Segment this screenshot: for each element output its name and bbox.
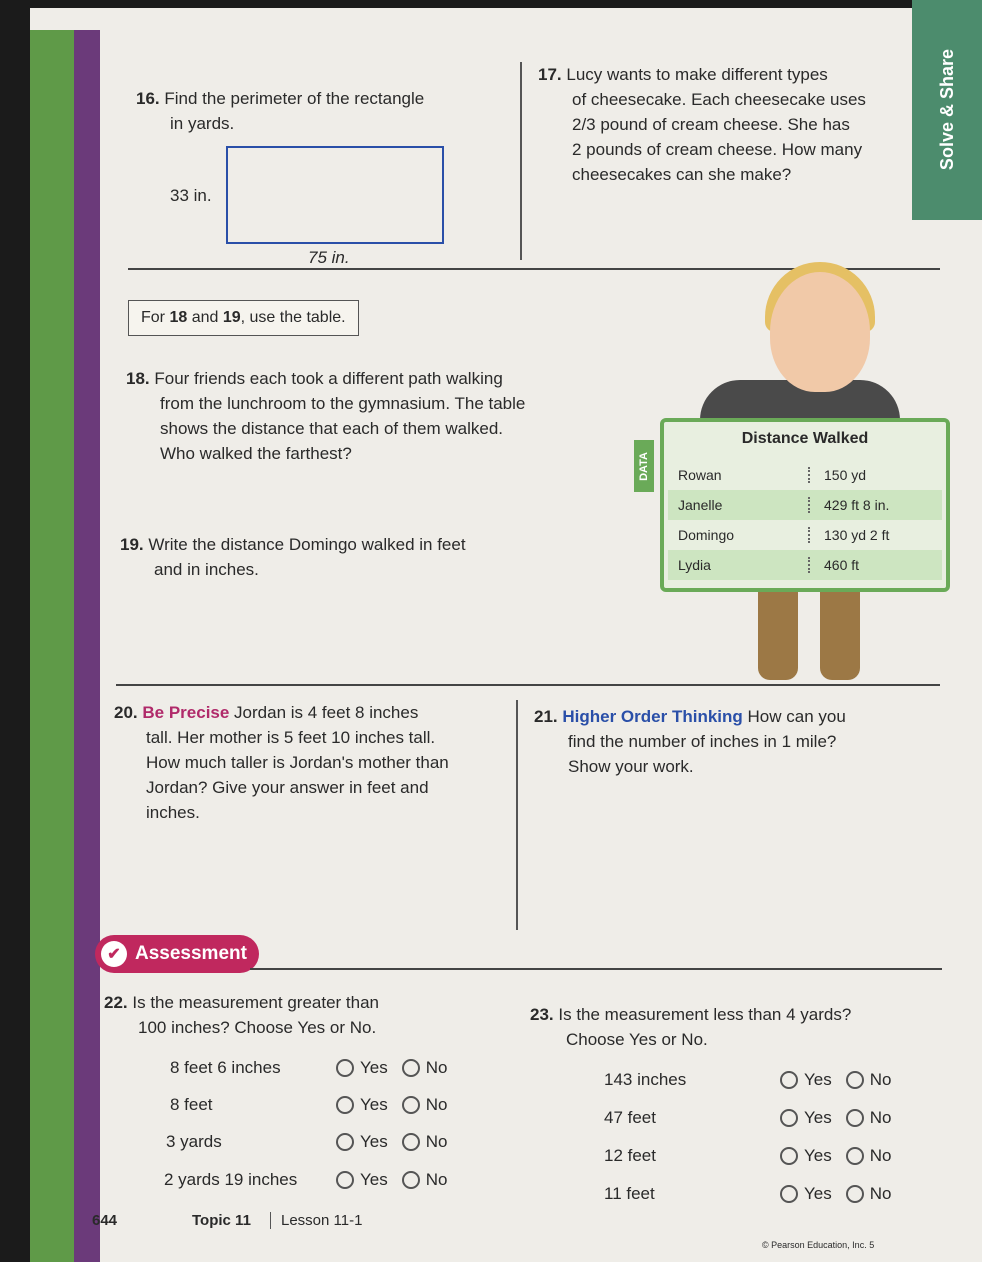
no-label: No — [425, 1095, 448, 1114]
radio-icon — [336, 1171, 354, 1189]
question-text: Lucy wants to make different types — [566, 65, 828, 84]
check-icon: ✔ — [101, 941, 127, 967]
measurement-label: 11 feet — [604, 1184, 655, 1203]
radio-icon — [402, 1096, 420, 1114]
question-18 — [126, 366, 596, 466]
question-text: cheesecakes can she make? — [572, 165, 792, 184]
assessment-label: Assessment — [135, 943, 247, 964]
assessment-banner — [95, 935, 259, 973]
table-row — [668, 490, 942, 520]
table-row — [668, 460, 942, 490]
page-margin-stripe — [30, 30, 74, 1262]
data-tag-label: DATA — [638, 451, 650, 481]
radio-icon — [780, 1109, 798, 1127]
note-text: and — [187, 309, 223, 326]
yes-no-row — [604, 1184, 905, 1204]
yes-label: Yes — [360, 1170, 388, 1189]
no-label: No — [869, 1108, 892, 1127]
rectangle-width-label: 33 in. — [170, 186, 212, 205]
note-text: For — [141, 309, 170, 326]
question-text: 2 pounds of cream cheese. How many — [572, 140, 863, 159]
question-number: 19. — [120, 535, 144, 554]
question-22 — [104, 990, 504, 1040]
yes-radio[interactable] — [336, 1132, 388, 1152]
no-label: No — [425, 1058, 448, 1077]
question-text: in yards. — [170, 114, 235, 133]
yes-label: Yes — [804, 1146, 832, 1165]
yes-radio[interactable] — [780, 1184, 832, 1204]
row-name: Domingo — [678, 527, 735, 543]
measurement-label: 8 feet 6 inches — [170, 1058, 281, 1077]
no-radio[interactable] — [846, 1108, 892, 1128]
table-instruction — [128, 300, 359, 336]
yes-radio[interactable] — [780, 1070, 832, 1090]
row-value: 460 ft — [808, 557, 859, 573]
row-value: 150 yd — [808, 467, 866, 483]
yes-label: Yes — [360, 1058, 388, 1077]
yes-radio[interactable] — [336, 1095, 388, 1115]
question-number: 23. — [530, 1005, 554, 1024]
question-text: of cheesecake. Each cheesecake uses — [572, 90, 866, 109]
question-19 — [120, 532, 560, 582]
no-label: No — [869, 1070, 892, 1089]
no-radio[interactable] — [402, 1095, 448, 1115]
rectangle-length-label: 75 in. — [308, 248, 350, 267]
radio-icon — [336, 1133, 354, 1151]
question-16 — [136, 86, 496, 136]
question-number: 17. — [538, 65, 562, 84]
measurement-label: 2 yards 19 inches — [164, 1170, 298, 1189]
yes-no-row — [170, 1058, 461, 1078]
radio-icon — [846, 1185, 864, 1203]
question-text: Find the perimeter of the rectangle — [164, 89, 425, 108]
yes-label: Yes — [804, 1184, 832, 1203]
yes-no-row — [604, 1070, 905, 1090]
note-number: 19 — [222, 309, 241, 326]
yes-no-row — [166, 1132, 461, 1152]
page-number: 644 — [92, 1212, 118, 1229]
no-radio[interactable] — [402, 1132, 448, 1152]
question-text: inches. — [146, 803, 200, 822]
solve-share-label: Solve & Share — [936, 49, 957, 171]
radio-icon — [846, 1109, 864, 1127]
character-boot-left — [758, 585, 798, 680]
yes-label: Yes — [804, 1108, 832, 1127]
yes-no-row — [164, 1170, 461, 1190]
radio-icon — [780, 1071, 798, 1089]
radio-icon — [336, 1096, 354, 1114]
question-text: Is the measurement greater than — [132, 993, 380, 1012]
distance-table — [660, 418, 950, 592]
column-divider — [516, 700, 518, 930]
question-text: How much taller is Jordan's mother than — [146, 753, 449, 772]
yes-radio[interactable] — [336, 1058, 388, 1078]
table-row — [668, 550, 942, 580]
question-tag: Be Precise — [142, 703, 230, 722]
measurement-label: 12 feet — [604, 1146, 656, 1165]
row-name: Rowan — [678, 467, 722, 483]
table-title: Distance Walked — [741, 430, 869, 447]
question-text: and in inches. — [154, 560, 259, 579]
no-label: No — [869, 1146, 892, 1165]
footer-topic: Topic 11 — [192, 1212, 251, 1229]
question-number: 21. — [534, 707, 558, 726]
radio-icon — [846, 1147, 864, 1165]
question-text: Write the distance Domingo walked in feet — [148, 535, 466, 554]
data-tag — [634, 440, 654, 492]
yes-no-row — [604, 1108, 905, 1128]
radio-icon — [846, 1071, 864, 1089]
radio-icon — [402, 1171, 420, 1189]
question-23 — [530, 1002, 950, 1052]
column-divider — [520, 62, 522, 260]
note-text: , use the table. — [240, 309, 346, 326]
copyright: © Pearson Education, Inc. 5 — [762, 1240, 875, 1250]
rectangle-diagram — [226, 146, 444, 244]
question-text: Who walked the farthest? — [160, 444, 352, 463]
no-label: No — [425, 1132, 448, 1151]
radio-icon — [336, 1059, 354, 1077]
row-value: 130 yd 2 ft — [808, 527, 889, 543]
radio-icon — [402, 1059, 420, 1077]
section-divider — [116, 684, 940, 686]
yes-no-row — [604, 1146, 905, 1166]
no-label: No — [869, 1184, 892, 1203]
question-17 — [538, 62, 918, 187]
question-text: tall. Her mother is 5 feet 10 inches tall. — [146, 728, 436, 747]
question-text: Jordan is 4 feet 8 inches — [229, 703, 419, 722]
question-text: Is the measurement less than 4 yards? — [558, 1005, 852, 1024]
question-tag: Higher Order Thinking — [562, 707, 743, 726]
radio-icon — [402, 1133, 420, 1151]
no-radio[interactable] — [846, 1146, 892, 1166]
yes-label: Yes — [360, 1095, 388, 1114]
yes-no-row — [170, 1095, 461, 1115]
note-number: 18 — [169, 309, 188, 326]
character-boot-right — [820, 585, 860, 680]
question-text: Show your work. — [568, 757, 694, 776]
footer-lesson: Lesson 11-1 — [270, 1212, 362, 1229]
character-face — [770, 272, 870, 392]
row-name: Lydia — [678, 557, 711, 573]
measurement-label: 8 feet — [170, 1095, 213, 1114]
no-radio[interactable] — [846, 1184, 892, 1204]
yes-label: Yes — [804, 1070, 832, 1089]
question-20 — [114, 700, 514, 825]
radio-icon — [780, 1147, 798, 1165]
no-radio[interactable] — [402, 1170, 448, 1190]
question-text: Four friends each took a different path walking — [154, 369, 503, 388]
measurement-label: 47 feet — [604, 1108, 656, 1127]
question-number: 18. — [126, 369, 150, 388]
question-text: find the number of inches in 1 mile? — [568, 732, 837, 751]
yes-radio[interactable] — [780, 1146, 832, 1166]
assessment-rule — [250, 968, 942, 970]
question-text: 100 inches? Choose Yes or No. — [138, 1018, 377, 1037]
question-21 — [534, 704, 934, 779]
row-value: 429 ft 8 in. — [808, 497, 889, 513]
yes-radio[interactable] — [336, 1170, 388, 1190]
question-text: shows the distance that each of them walked. — [160, 419, 504, 438]
no-radio[interactable] — [402, 1058, 448, 1078]
question-text: Choose Yes or No. — [566, 1030, 708, 1049]
question-text: How can you — [742, 707, 846, 726]
solve-share-tab — [912, 0, 982, 220]
page-margin-stripe-purple — [74, 30, 100, 1262]
question-number: 22. — [104, 993, 128, 1012]
question-text: 2/3 pound of cream cheese. She has — [572, 115, 850, 134]
row-name: Janelle — [678, 497, 723, 513]
yes-radio[interactable] — [780, 1108, 832, 1128]
radio-icon — [780, 1185, 798, 1203]
measurement-label: 3 yards — [166, 1132, 222, 1151]
question-text: from the lunchroom to the gymnasium. The table — [160, 394, 526, 413]
question-text: Jordan? Give your answer in feet and — [146, 778, 429, 797]
table-row — [668, 520, 942, 550]
question-number: 20. — [114, 703, 138, 722]
no-label: No — [425, 1170, 448, 1189]
no-radio[interactable] — [846, 1070, 892, 1090]
question-number: 16. — [136, 89, 160, 108]
yes-label: Yes — [360, 1132, 388, 1151]
measurement-label: 143 inches — [604, 1070, 687, 1089]
